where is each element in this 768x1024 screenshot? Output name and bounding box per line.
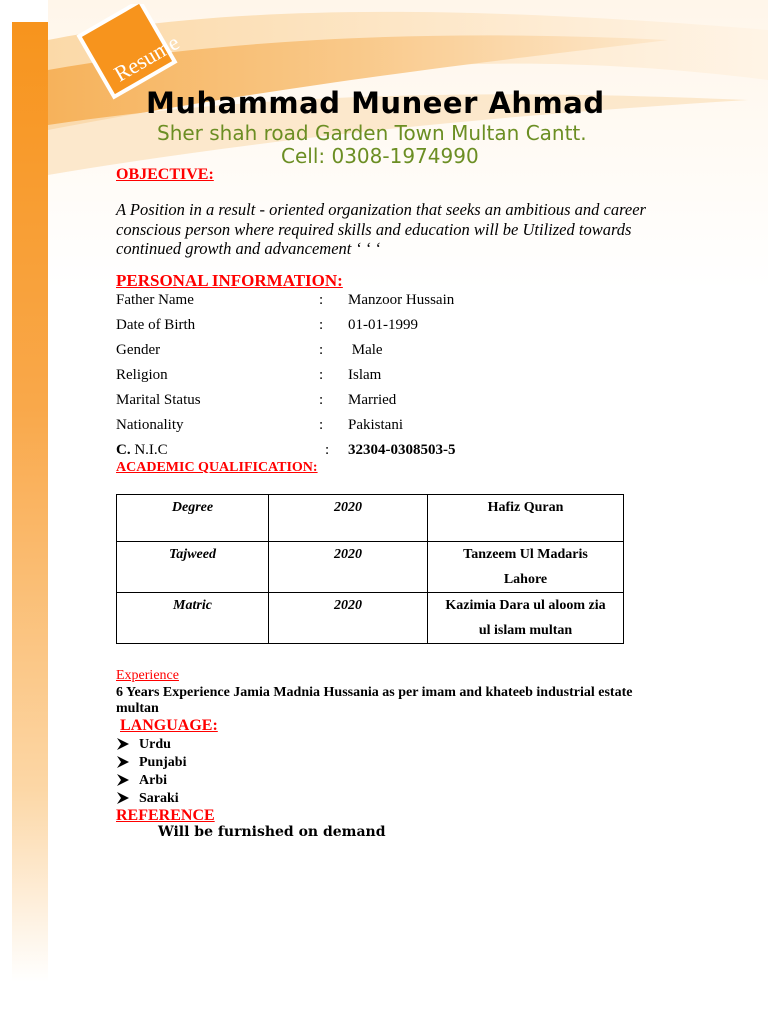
experience-text: 6 Years Experience Jamia Madnia Hussania as per imam and khateeb industrial estate multan [116, 685, 633, 716]
institute-line: ul islam multan [478, 623, 573, 638]
objective-heading: OBJECTIVE: [116, 166, 214, 183]
cell-number: Cell: 0308-1974990 [281, 144, 479, 168]
info-label: Gender [116, 342, 161, 358]
info-separator: : [319, 317, 324, 333]
table-row [117, 593, 624, 644]
info-label [116, 442, 168, 459]
info-label: Father Name [116, 292, 194, 308]
reference-text: Will be furnished on demand [158, 824, 386, 840]
arrow-bullet-icon [116, 755, 130, 769]
info-value: Islam [348, 367, 382, 383]
year-cell: 2020 [269, 495, 428, 542]
academic-heading: ACADEMIC QUALIFICATION: [116, 460, 318, 475]
personal-info-heading: PERSONAL INFORMATION: [116, 271, 343, 290]
candidate-name: Muhammad Muneer Ahmad [146, 86, 605, 120]
institute-line: Hafiz Quran [487, 500, 564, 515]
address: Sher shah road Garden Town Multan Cantt. [157, 121, 587, 145]
cnic-label-bold: C. [116, 442, 131, 458]
info-label: Date of Birth [116, 317, 196, 333]
cnic-label-rest: N.I.C [130, 442, 168, 458]
language-label: Saraki [139, 791, 179, 806]
info-value: Married [348, 392, 397, 408]
objective-text: A Position in a result - oriented organization that seeks an ambitious and career conscious person where required skills and education will be Utilized towards continued growth and advancement ‘ ‘ ‘ [116, 200, 646, 258]
info-label: Nationality [116, 417, 184, 433]
institute-line: Tanzeem Ul Madaris [463, 547, 588, 562]
info-separator: : [319, 392, 324, 408]
info-label: Religion [116, 367, 168, 383]
language-heading: LANGUAGE: [120, 717, 218, 734]
institute-cell [428, 593, 624, 644]
year-cell: 2020 [269, 542, 428, 593]
academic-table [116, 494, 624, 644]
info-separator: : [319, 292, 324, 308]
info-value: 32304-0308503-5 [348, 442, 456, 458]
degree-cell: Matric [117, 593, 269, 644]
info-value: 01-01-1999 [348, 317, 418, 333]
table-row [117, 495, 624, 542]
arrow-bullet-icon [116, 791, 130, 805]
language-label: Arbi [139, 773, 167, 788]
language-label: Urdu [139, 737, 171, 752]
info-value: Pakistani [348, 417, 403, 433]
institute-cell [428, 495, 624, 542]
year-cell: 2020 [269, 593, 428, 644]
info-separator: : [325, 442, 330, 458]
language-label: Punjabi [139, 755, 187, 770]
resume-logo-text: Resume [109, 29, 184, 87]
table-row [117, 542, 624, 593]
degree-cell: Tajweed [117, 542, 269, 593]
arrow-bullet-icon [116, 737, 130, 751]
info-label: Marital Status [116, 392, 201, 408]
side-accent-bar [12, 22, 48, 982]
info-value: Manzoor Hussain [348, 292, 455, 308]
reference-heading: REFERENCE [116, 807, 215, 824]
institute-line: Lahore [503, 572, 548, 587]
degree-cell: Degree [117, 495, 269, 542]
institute-cell [428, 542, 624, 593]
institute-line: Kazimia Dara ul aloom zia [445, 598, 606, 613]
info-separator: : [319, 342, 324, 358]
info-separator: : [319, 417, 324, 433]
experience-heading: Experience [116, 668, 179, 683]
info-value: Male [348, 342, 383, 358]
arrow-bullet-icon [116, 773, 130, 787]
info-separator: : [319, 367, 324, 383]
